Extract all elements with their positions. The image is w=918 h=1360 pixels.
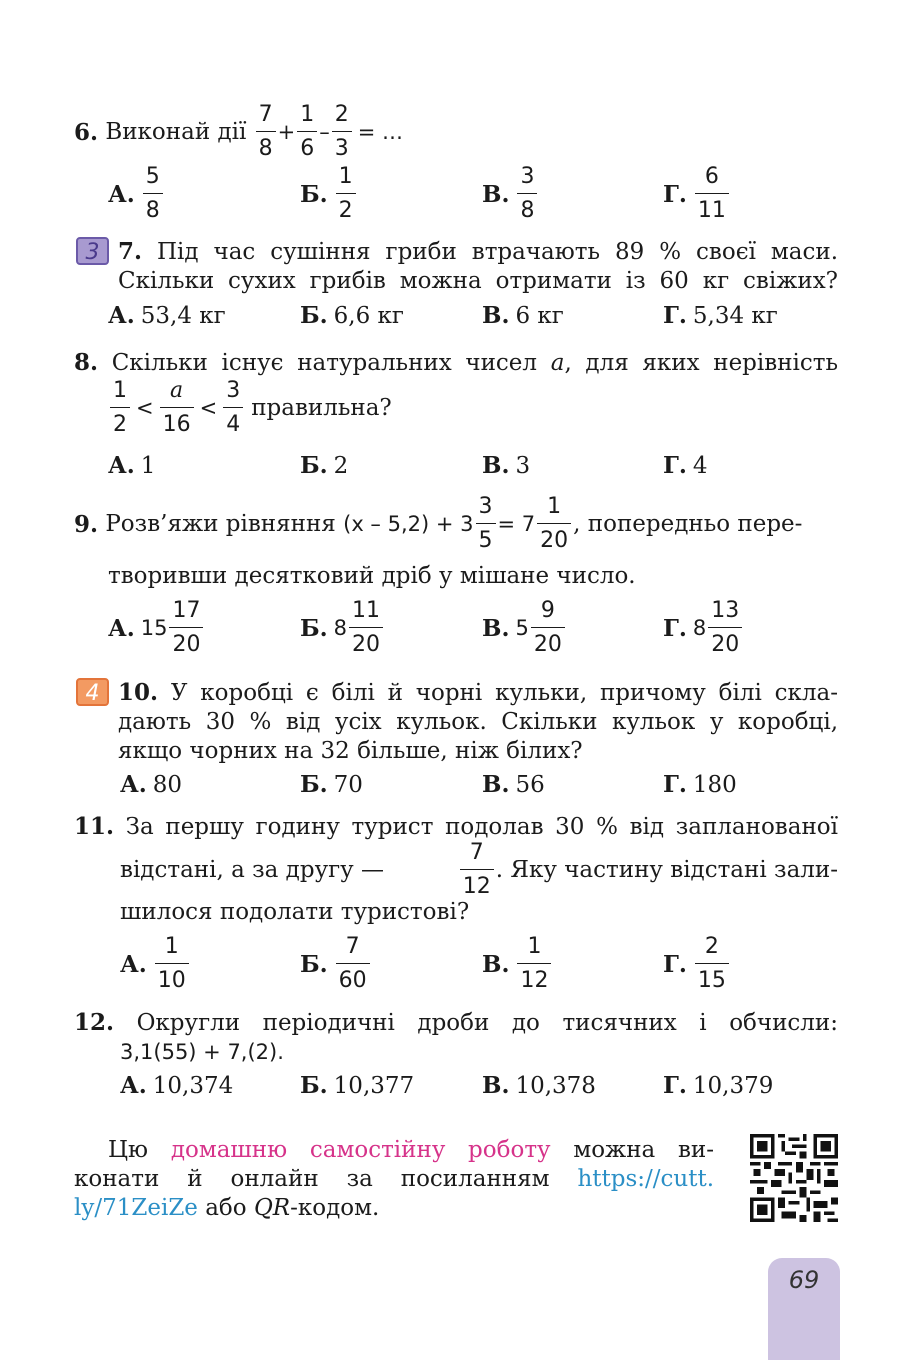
answer-option[interactable]: Б. 2 [300, 452, 349, 479]
answer-option[interactable]: Б. 10,377 [300, 1072, 415, 1099]
question-number: 6. [74, 118, 99, 146]
level-badge-3: 3 [76, 237, 109, 265]
answer-option[interactable]: Б. 6,6 кг [300, 302, 404, 329]
question-6 [74, 104, 403, 160]
question-12: 12. Округли періодичні дроби до тисячних і обчисли: 3,1(55) + 7,(2). [74, 1009, 839, 1064]
answer-option[interactable]: А. 1 [108, 452, 156, 479]
answer-option[interactable]: Г. $\frac{6}{11}$ [663, 166, 731, 222]
answer-option[interactable]: В. 6 кг [482, 302, 564, 329]
answer-option[interactable]: А. 53,4 кг [108, 302, 226, 329]
qr-code-icon[interactable] [750, 1134, 838, 1222]
question-11-line3: шилося подолати туристові? [120, 899, 470, 925]
answer-option[interactable]: А. 10,374 [120, 1072, 234, 1099]
question-9: 9. Розв’яжи рівняння (x – 5,2) + 3 $\frac{3}{5}$ = 7 $\frac{1}{20}$ , попередньо пере- [74, 494, 803, 553]
question-8: 8. Скільки існує натуральних чисел a, для яких нерівність [74, 349, 839, 376]
answer-option[interactable]: Г. 10,379 [663, 1072, 774, 1099]
answer-option[interactable]: Г. 180 [663, 771, 737, 798]
level-badge-4: 4 [76, 678, 109, 706]
url-link-cont[interactable]: ly/71ZeiZe [74, 1195, 198, 1221]
answer-option[interactable]: В. 56 [482, 771, 545, 798]
question-7: 7. Під час сушіння гриби втрачають 89 % своєї маси. Скільки сухих грибів можна отримати із 60 кг свіжих? [118, 238, 839, 294]
question-text: Виконай дії [105, 118, 247, 145]
equals-ellipsis: = … [357, 119, 404, 144]
answer-option[interactable]: Б. $\frac{1}{2}$ [300, 166, 358, 222]
answer-option[interactable]: А. 80 [120, 771, 183, 798]
operator: – [319, 119, 330, 144]
operator: + [277, 119, 296, 144]
answer-option[interactable]: Б. 8 $\frac{11}{20}$ [300, 600, 385, 656]
answer-option[interactable]: А. 15 $\frac{17}{20}$ [108, 600, 205, 656]
answer-option[interactable]: Б. $\frac{7}{60}$ [300, 936, 372, 992]
url-link[interactable]: https://cutt. [577, 1166, 714, 1192]
answer-option[interactable]: В. $\frac{1}{12}$ [482, 936, 553, 992]
answer-option[interactable]: Г. 8 $\frac{13}{20}$ [663, 600, 744, 656]
answer-option[interactable]: В. 10,378 [482, 1072, 596, 1099]
fraction: $\frac{7}{8}$ [256, 104, 276, 160]
online-note: Цю домашню самостійну роботу можна ви- конати й онлайн за посиланням https://cutt. ly/71ZeiZe або QR-кодом. [74, 1137, 715, 1221]
answer-option[interactable]: Б. 70 [300, 771, 363, 798]
answer-option[interactable]: В. $\frac{3}{8}$ [482, 166, 539, 222]
answer-option[interactable]: Г. $\frac{2}{15}$ [663, 936, 731, 992]
question-9-line2: творивши десятковий дріб у мішане число. [108, 563, 636, 589]
answer-option[interactable]: В. 3 [482, 452, 531, 479]
question-11: 11. За першу годину турист подолав 30 % від запланованої [74, 813, 838, 840]
answer-option[interactable]: В. 5 $\frac{9}{20}$ [482, 600, 567, 656]
answer-option[interactable]: А. $\frac{1}{10}$ [120, 936, 191, 992]
answer-option[interactable]: Г. 4 [663, 452, 708, 479]
homework-link[interactable]: домашню самостійну роботу [170, 1137, 551, 1163]
answer-option[interactable]: Г. 5,34 кг [663, 302, 778, 329]
answer-option[interactable]: А. $\frac{5}{8}$ [108, 166, 165, 222]
fraction: $\frac{2}{3}$ [332, 104, 352, 160]
question-8-inequality: $\frac{1}{2}$ < $\frac{a}{16}$ < $\frac{3}{4}$ правильна? [108, 380, 392, 436]
question-11-line2: відстані, а за другу — $\frac{7}{12}$ . Яку частину відстані зали- [120, 840, 838, 899]
page-number: 69 [788, 1266, 820, 1294]
page-number-tab [768, 1258, 840, 1360]
fraction: $\frac{1}{6}$ [297, 104, 317, 160]
question-10: 10. У коробці є білі й чорні кульки, причому білі скла- дають 30 % від усіх кульок. Скільки кульок у коробці, якщо чорних на 32 більше, ніж білих? [118, 679, 838, 764]
